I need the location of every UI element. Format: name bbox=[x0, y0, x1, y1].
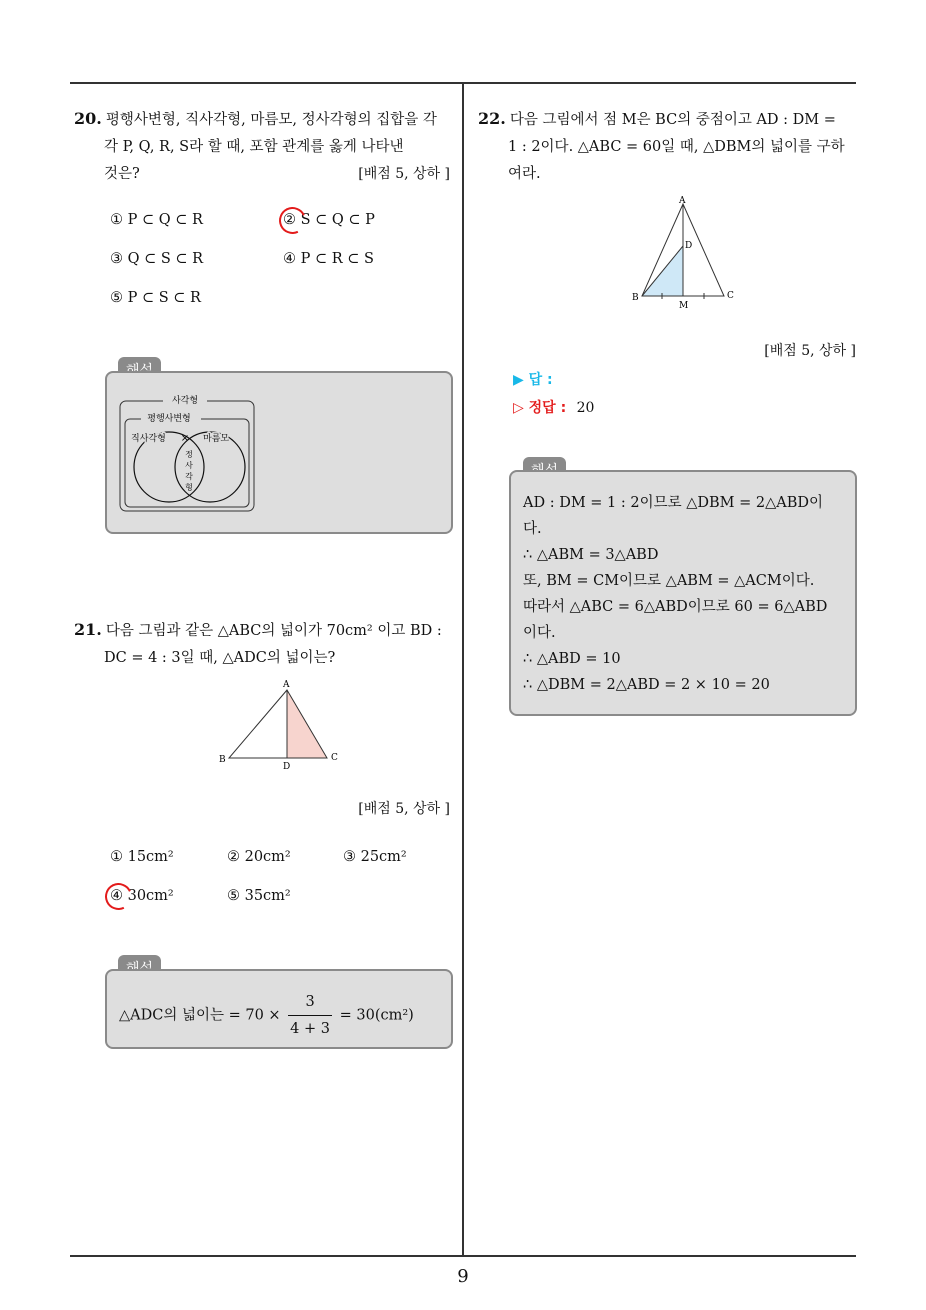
q20-line1: 20. 평행사변형, 직사각형, 마름모, 정사각형의 집합을 각 bbox=[74, 109, 437, 128]
q22-answer-label: ▶ 답 : bbox=[513, 372, 553, 388]
q22-correct-label: ▷ 정답 : bbox=[513, 400, 567, 416]
q21-solution-text: △ADC의 넓이는 = 70 × $\frac{3}{4 + 3}$ = 30(cm²) bbox=[119, 989, 414, 1042]
q21-line1: 21. 다음 그림과 같은 △ABC의 넓이가 70cm² 이고 BD : bbox=[74, 620, 442, 639]
question-21 bbox=[74, 616, 458, 672]
q22-label-a: A bbox=[679, 196, 686, 206]
q22-triangle-figure bbox=[622, 194, 752, 314]
q22-sol-line-4: 또, BM = CM이므로 △ABM = △ACM이다. bbox=[523, 573, 815, 589]
q22-solution-box bbox=[509, 470, 857, 716]
q21-option-2[interactable]: ② 20cm² bbox=[227, 849, 291, 865]
q22-line2: 1 : 2이다. △ABC = 60일 때, △DBM의 넓이를 구하 bbox=[508, 139, 845, 155]
q21-option-3[interactable]: ③ 25cm² bbox=[343, 849, 407, 865]
q20-option-5[interactable]: ⑤ P ⊂ S ⊂ R bbox=[110, 290, 201, 306]
q22-sol-line-6: 이다. bbox=[523, 625, 556, 641]
q20-venn-diagram bbox=[117, 387, 267, 517]
q21-label-d: D bbox=[283, 762, 291, 772]
venn-right-label: 마름모 bbox=[203, 434, 230, 444]
q20-option-1[interactable]: ① P ⊂ Q ⊂ R bbox=[110, 212, 203, 228]
q21-answer-mark bbox=[101, 879, 136, 914]
q22-correct-row bbox=[513, 397, 594, 417]
q21-label-b: B bbox=[219, 755, 226, 765]
q22-sol-line-5: 따라서 △ABC = 6△ABD이므로 60 = 6△ABD bbox=[523, 599, 828, 615]
bottom-rule bbox=[70, 1255, 856, 1257]
q22-solution-text bbox=[523, 490, 827, 698]
q22-label-c: C bbox=[727, 291, 734, 301]
q20-solution-box bbox=[105, 371, 453, 534]
venn-cross: × bbox=[180, 433, 190, 444]
q22-score: [배점 5, 상하 ] bbox=[764, 343, 856, 359]
q20-answer-mark bbox=[275, 203, 310, 238]
q22-label-m: M bbox=[679, 301, 689, 311]
q21-solution-box bbox=[105, 969, 453, 1049]
q22-sol-line-3: ∴ △ABM = 3△ABD bbox=[523, 547, 659, 563]
venn-left-label: 직사각형 bbox=[131, 434, 166, 444]
q20-option-3[interactable]: ③ Q ⊂ S ⊂ R bbox=[110, 251, 204, 267]
q20-option-4[interactable]: ④ P ⊂ R ⊂ S bbox=[283, 251, 374, 267]
q22-sol-line-7: ∴ △ABD = 10 bbox=[523, 651, 621, 667]
q21-fraction: $\frac{3}{4 + 3}$ bbox=[288, 989, 332, 1042]
q20-line3: 것은? [배점 5, 상하 ] bbox=[74, 161, 454, 188]
q22-answer-input-row[interactable] bbox=[513, 369, 553, 389]
q22-correct-value: 20 bbox=[576, 400, 595, 416]
question-20 bbox=[74, 105, 454, 188]
venn-center-char-2: 사 bbox=[185, 461, 193, 470]
q22-label-d: D bbox=[685, 241, 693, 251]
q22-number: 22. bbox=[478, 109, 506, 128]
q22-sol-line-1: AD : DM = 1 : 2이므로 △DBM = 2△ABD이 bbox=[523, 495, 824, 511]
q22-sol-line-2: 다. bbox=[523, 521, 542, 537]
column-divider bbox=[462, 84, 464, 1256]
q22-label-b: B bbox=[632, 293, 639, 303]
q21-label-a: A bbox=[283, 680, 290, 690]
q21-option-1[interactable]: ① 15cm² bbox=[110, 849, 174, 865]
venn-center-char-1: 정 bbox=[185, 450, 193, 459]
venn-outer-label: 사각형 bbox=[171, 396, 199, 406]
q20-option-2[interactable]: ② S ⊂ Q ⊂ P bbox=[283, 212, 375, 228]
question-22 bbox=[478, 105, 862, 188]
q21-score: [배점 5, 상하 ] bbox=[358, 801, 450, 817]
q21-option-4[interactable]: ④ 30cm² bbox=[110, 888, 174, 904]
page-number: 9 bbox=[457, 1266, 469, 1287]
q22-line3: 여라. bbox=[508, 166, 541, 182]
q21-number: 21. bbox=[74, 620, 102, 639]
q21-line2: DC = 4 : 3일 때, △ADC의 넓이는? bbox=[104, 650, 336, 666]
q21-label-c: C bbox=[331, 753, 338, 763]
venn-middle-label: 평행사변형 bbox=[147, 414, 191, 424]
q22-line1: 22. 다음 그림에서 점 M은 BC의 중점이고 AD : DM = bbox=[478, 109, 836, 128]
q21-option-5[interactable]: ⑤ 35cm² bbox=[227, 888, 291, 904]
q20-line2: 각 P, Q, R, S라 할 때, 포함 관계를 옳게 나타낸 bbox=[104, 139, 404, 155]
q20-number: 20. bbox=[74, 109, 102, 128]
venn-center-char-4: 형 bbox=[185, 483, 193, 492]
q20-score: [배점 5, 상하 ] bbox=[358, 166, 450, 182]
venn-center-char-3: 각 bbox=[185, 472, 193, 481]
q21-triangle-figure bbox=[215, 676, 355, 776]
q22-sol-line-8: ∴ △DBM = 2△ABD = 2 × 10 = 20 bbox=[523, 677, 770, 693]
